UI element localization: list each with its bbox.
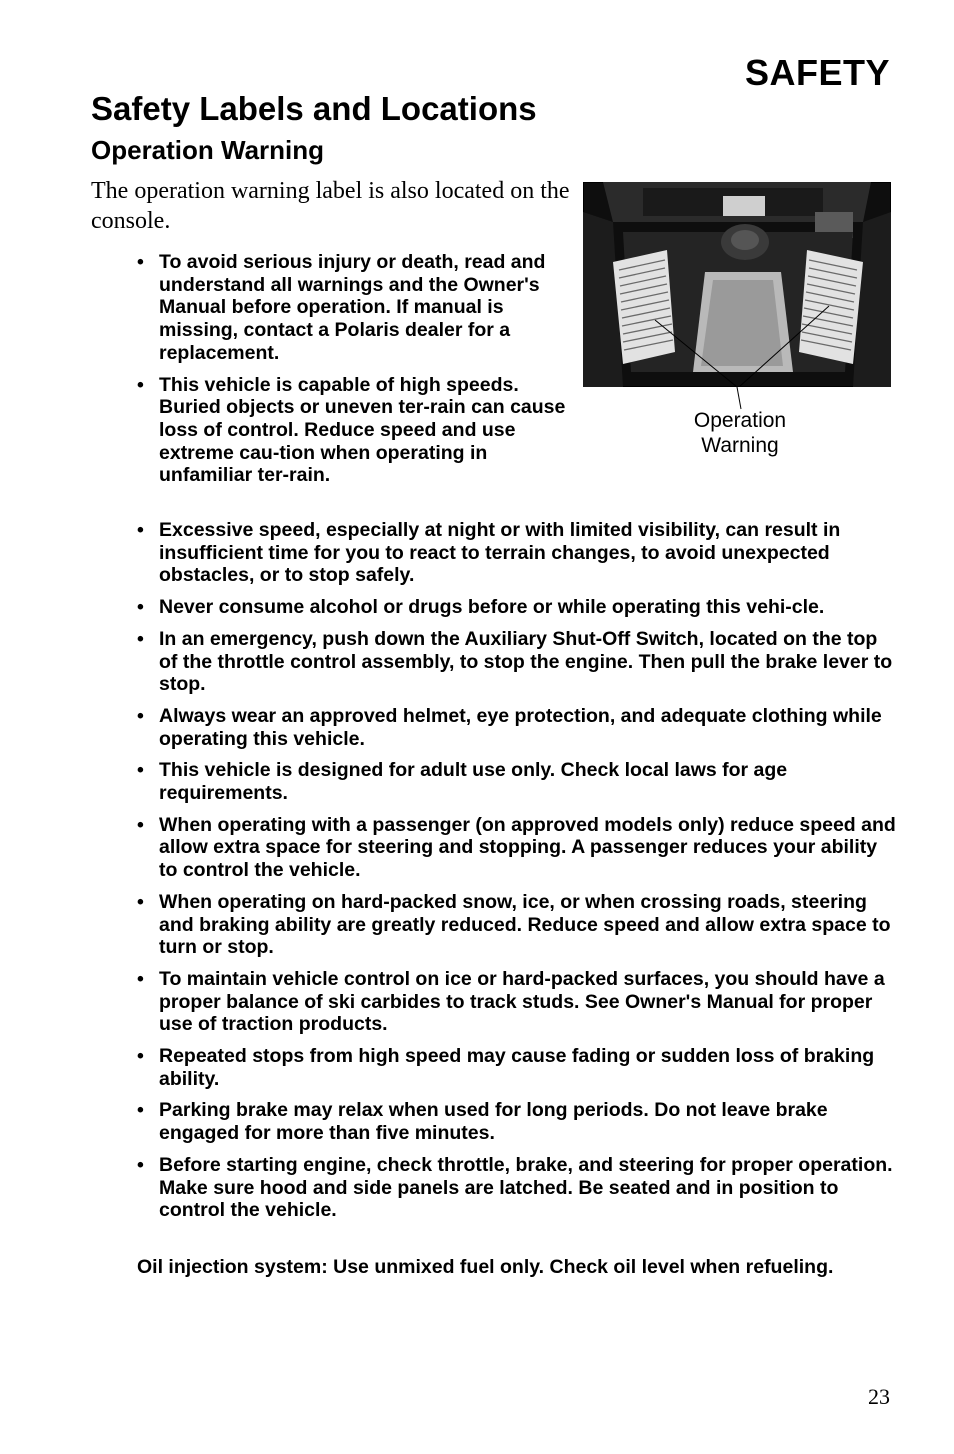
list-item: • Before starting engine, check throttle, brake, and steering for proper operation. Make sure hood and side panels are latched. Be seated and in position to control the vehicle.: [137, 1154, 897, 1222]
console-figure: [583, 182, 891, 462]
list-item: • Never consume alcohol or drugs before or while operating this vehi-cle.: [137, 596, 897, 619]
sub-heading: Operation Warning: [91, 135, 325, 165]
list-item: • In an emergency, push down the Auxiliary Shut-Off Switch, located on the top of the throttle control assembly, to stop the engine. Then pull the brake lever to stop.: [137, 628, 897, 696]
list-item: • Always wear an approved helmet, eye protection, and adequate clothing while operating this vehicle.: [137, 705, 897, 750]
page-heading: Safety Labels and Locations: [91, 90, 537, 127]
list-item: • This vehicle is capable of high speeds. Buried objects or uneven ter-rain can cause loss of control. Reduce speed and use extreme cau-tion when operating in unfamiliar ter-rain.: [137, 374, 567, 488]
console-photo: [583, 182, 891, 387]
list-item: • This vehicle is designed for adult use only. Check local laws for age requirements.: [137, 759, 897, 804]
intro-paragraph: The operation warning label is also located on the console.: [91, 178, 570, 234]
warning-list-top: [137, 251, 567, 496]
callout-line-1: Operation: [693, 409, 787, 432]
list-item: • Parking brake may relax when used for long periods. Do not leave brake engaged for more than five minutes.: [137, 1099, 897, 1144]
callout-label: [655, 408, 825, 458]
list-item: • When operating on hard-packed snow, ice, or when crossing roads, steering and braking ability are greatly reduced. Reduce speed and allow extra space to turn or stop.: [137, 891, 897, 959]
warning-list-bottom: [137, 519, 897, 1231]
page-number: 23: [868, 1384, 890, 1409]
list-item: • To avoid serious injury or death, read and understand all warnings and the Owner's Manual before operation. If manual is missing, contact a Polaris dealer for a replacement.: [137, 251, 567, 365]
section-title: SAFETY: [744, 52, 890, 93]
oil-injection-note: Oil injection system: Use unmixed fuel only. Check oil level when refueling.: [137, 1256, 834, 1278]
list-item: • To maintain vehicle control on ice or hard-packed surfaces, you should have a proper balance of ski carbides to track studs. See Owner's Manual for proper use of traction products.: [137, 968, 897, 1036]
list-item: • Repeated stops from high speed may cause fading or sudden loss of braking ability.: [137, 1045, 897, 1090]
list-item: • Excessive speed, especially at night or with limited visibility, can result in insufficient time for you to react to terrain changes, to avoid unexpected obstacles, or to stop safely.: [137, 519, 897, 587]
callout-line-2: Warning: [701, 434, 779, 457]
list-item: • When operating with a passenger (on approved models only) reduce speed and allow extra space for steering and stopping. A passenger reduces your ability to control the vehicle.: [137, 814, 897, 882]
